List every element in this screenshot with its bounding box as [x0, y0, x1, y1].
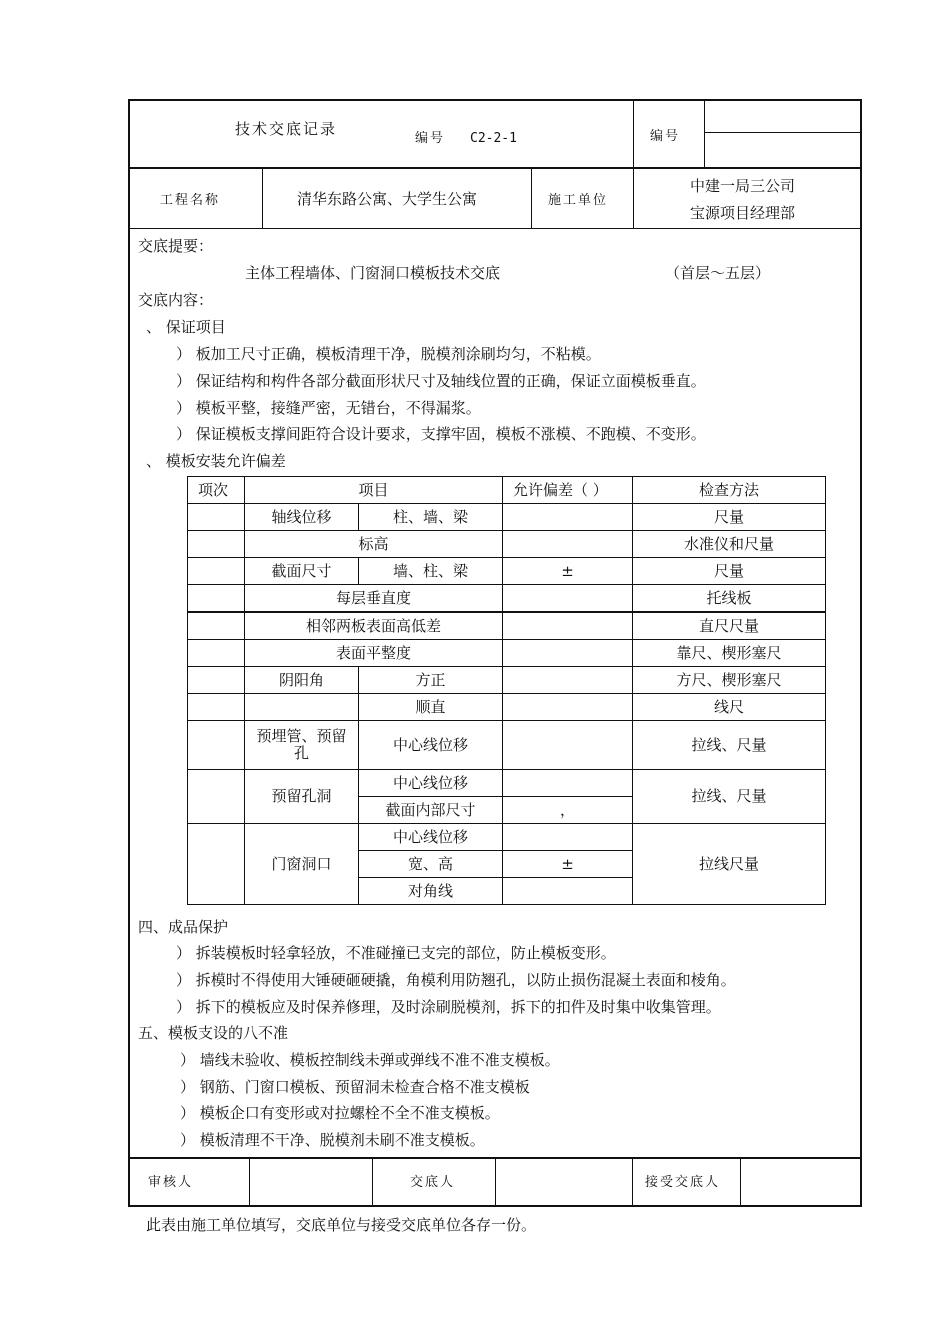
section2-heading: 、 模板安装允许偏差	[146, 452, 286, 470]
section4-heading: 四、成品保护	[138, 918, 229, 936]
section5-item: ） 钢筋、门窗口模板、预留洞未检查合格不准支模板	[180, 1078, 530, 1096]
cell-subitem: 宽、高	[359, 851, 503, 878]
cell-item: 相邻两板表面高低差	[245, 612, 503, 640]
section5-item: ） 模板清理不干净、脱模剂未刷不准支模板。	[180, 1131, 485, 1149]
cell-deviation	[503, 612, 633, 640]
section1-heading: 、 保证项目	[146, 318, 226, 336]
cell-deviation: ±	[503, 558, 633, 585]
cell-deviation	[503, 721, 633, 770]
cell-no	[188, 721, 245, 770]
header-vline	[633, 99, 634, 168]
signature-vline	[372, 1158, 373, 1207]
serial-label: 编号	[650, 129, 681, 144]
cell-item: 标高	[245, 531, 503, 558]
cell-item: 阴阳角	[245, 667, 359, 694]
table-row	[188, 824, 826, 851]
header-item: 项目	[245, 477, 503, 504]
cell-deviation	[503, 694, 633, 721]
cell-item: 每层垂直度	[245, 585, 503, 613]
section4-item: ） 拆装模板时轻拿轻放，不准碰撞已支完的部位，防止模板变形。	[176, 944, 616, 962]
section4-item: ） 拆下的模板应及时保养修理，及时涂刷脱模剂，拆下的扣件及时集中收集管理。	[176, 998, 721, 1016]
table-header-row	[188, 477, 826, 504]
section5-item: ） 模板企口有变形或对拉螺栓不全不准支模板。	[180, 1104, 500, 1122]
cell-item: 预留孔洞	[245, 770, 359, 824]
cell-item: 门窗洞口	[245, 824, 359, 905]
cell-subitem: 柱、墙、梁	[359, 504, 503, 531]
form-code-label: 编号	[415, 131, 446, 146]
cell-no	[188, 558, 245, 585]
cell-subitem: 方正	[359, 667, 503, 694]
header-serial-divider	[704, 132, 862, 133]
reviewer-label: 审核人	[148, 1175, 194, 1190]
cell-subitem: 墙、柱、梁	[359, 558, 503, 585]
project-vline	[531, 168, 532, 229]
section5-item: ） 墙线未验收、模板控制线未弹或弹线不准不准支模板。	[180, 1051, 560, 1069]
cell-subitem: 中心线位移	[359, 770, 503, 797]
unit-name-line1: 中建一局三公司	[690, 177, 796, 195]
cell-method: 拉线尺量	[633, 824, 826, 905]
header-vline	[704, 99, 705, 168]
discloser-label: 交底人	[410, 1175, 456, 1190]
footnote: 此表由施工单位填写，交底单位与接受交底单位各存一份。	[146, 1216, 537, 1234]
cell-subitem: 中心线位移	[359, 824, 503, 851]
unit-name-line2: 宝源项目经理部	[690, 204, 796, 222]
cell-deviation	[503, 878, 633, 905]
cell-subitem: 中心线位移	[359, 721, 503, 770]
cell-method: 尺量	[633, 558, 826, 585]
form-title: 技术交底记录	[235, 120, 338, 138]
signature-vline	[249, 1158, 250, 1207]
section1-item: ） 保证结构和构件各部分截面形状尺寸及轴线位置的正确，保证立面模板垂直。	[176, 372, 706, 390]
header-deviation: 允许偏差（ ）	[503, 477, 633, 504]
signature-vline	[740, 1158, 741, 1207]
project-name-label: 工程名称	[160, 193, 221, 208]
cell-item	[245, 694, 359, 721]
header-method: 检查方法	[633, 477, 826, 504]
cell-method: 拉线、尺量	[633, 770, 826, 824]
unit-label: 施工单位	[548, 193, 609, 208]
cell-no	[188, 824, 245, 905]
table-row	[188, 667, 826, 694]
cell-deviation: ±	[503, 851, 633, 878]
cell-item: 预埋管、预留孔	[245, 721, 359, 770]
cell-subitem: 对角线	[359, 878, 503, 905]
table-row	[188, 694, 826, 721]
cell-subitem: 顺直	[359, 694, 503, 721]
cell-deviation	[503, 770, 633, 797]
table-row	[188, 612, 826, 640]
cell-method: 靠尺、楔形塞尺	[633, 640, 826, 667]
section4-item: ） 拆模时不得使用大锤硬砸硬撬，角模利用防翘孔，以防止损伤混凝土表面和棱角。	[176, 971, 736, 989]
cell-deviation	[503, 640, 633, 667]
cell-method: 直尺尺量	[633, 612, 826, 640]
cell-deviation	[503, 504, 633, 531]
project-vline	[262, 168, 263, 229]
table-row	[188, 585, 826, 613]
cell-item: 表面平整度	[245, 640, 503, 667]
cell-method: 拉线、尺量	[633, 721, 826, 770]
summary-label: 交底提要：	[138, 237, 214, 255]
cell-deviation	[503, 585, 633, 613]
signature-vline	[495, 1158, 496, 1207]
cell-no	[188, 770, 245, 824]
table-row	[188, 558, 826, 585]
cell-no	[188, 640, 245, 667]
section5-heading: 五、模板支设的八不准	[138, 1024, 289, 1042]
cell-item: 截面尺寸	[245, 558, 359, 585]
summary-scope: （首层～五层）	[665, 264, 771, 282]
project-vline	[633, 168, 634, 229]
signature-vline	[632, 1158, 633, 1207]
cell-deviation: ，	[503, 797, 633, 824]
cell-method: 尺量	[633, 504, 826, 531]
cell-no	[188, 667, 245, 694]
cell-method: 水准仪和尺量	[633, 531, 826, 558]
project-row-divider	[128, 228, 862, 229]
cell-no	[188, 694, 245, 721]
cell-deviation	[503, 667, 633, 694]
project-name: 清华东路公寓、大学生公寓	[297, 190, 478, 208]
table-row	[188, 721, 826, 770]
cell-method: 方尺、楔形塞尺	[633, 667, 826, 694]
cell-deviation	[503, 531, 633, 558]
header-no: 项次	[188, 477, 245, 504]
cell-no	[188, 612, 245, 640]
table-row	[188, 504, 826, 531]
header-divider	[128, 167, 862, 169]
cell-deviation	[503, 824, 633, 851]
table-row	[188, 531, 826, 558]
table-row	[188, 640, 826, 667]
cell-no	[188, 585, 245, 613]
summary-title: 主体工程墙体、门窗洞口模板技术交底	[245, 264, 501, 282]
section1-item: ） 板加工尺寸正确，模板清理干净，脱模剂涂刷均匀，不粘模。	[176, 345, 601, 363]
cell-no	[188, 531, 245, 558]
cell-subitem: 截面内部尺寸	[359, 797, 503, 824]
section1-item: ） 模板平整，接缝严密，无错台，不得漏浆。	[176, 399, 481, 417]
tolerance-table	[187, 476, 826, 905]
section1-item: ） 保证模板支撑间距符合设计要求，支撑牢固，模板不涨模、不跑模、不变形。	[176, 425, 706, 443]
content-label: 交底内容：	[138, 291, 214, 309]
form-code: C2-2-1	[470, 131, 517, 146]
receiver-label: 接受交底人	[645, 1175, 721, 1190]
cell-item: 轴线位移	[245, 504, 359, 531]
cell-method: 线尺	[633, 694, 826, 721]
table-row	[188, 770, 826, 797]
cell-no	[188, 504, 245, 531]
cell-method: 托线板	[633, 585, 826, 613]
